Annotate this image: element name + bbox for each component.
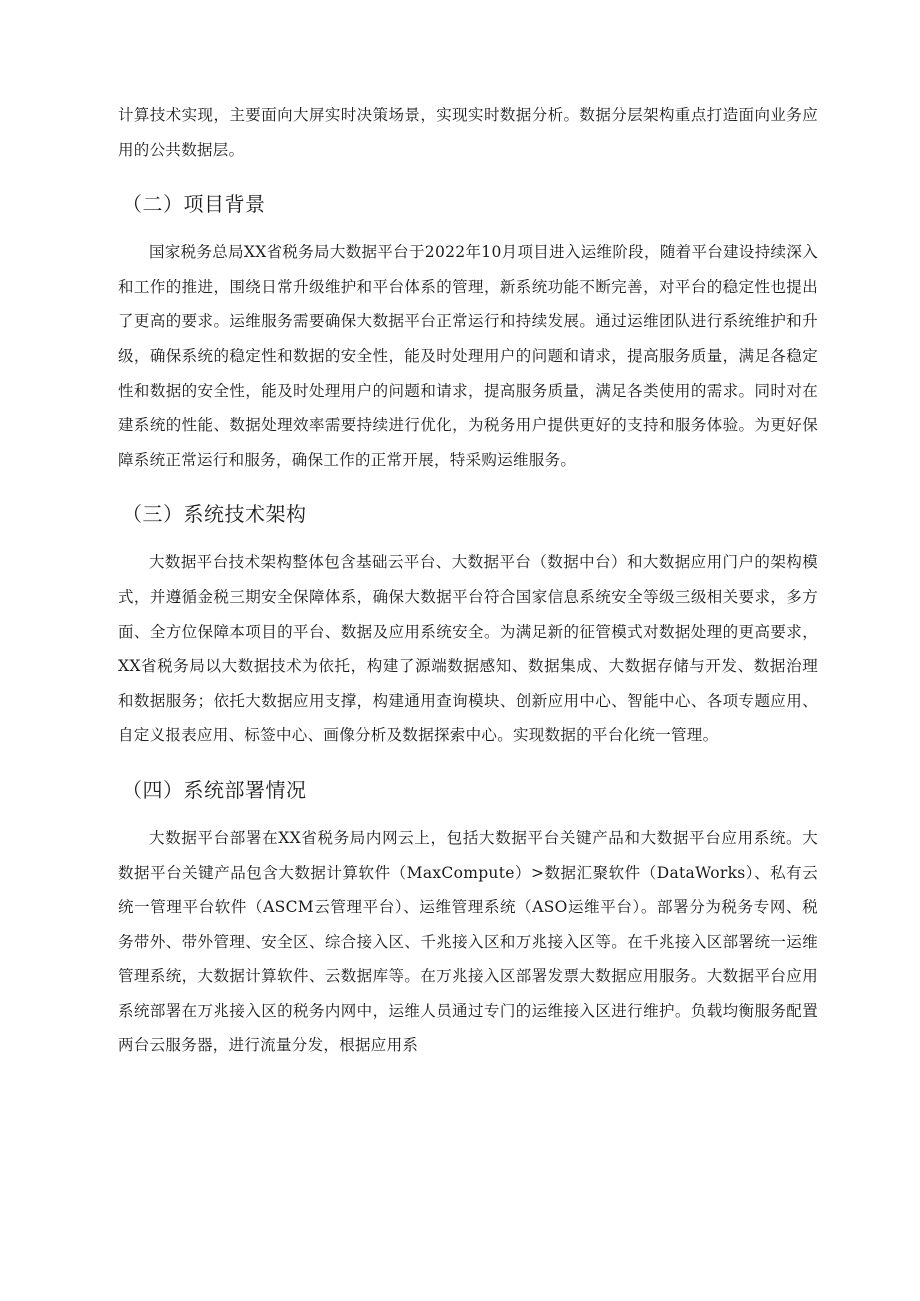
section-heading-background: （二）项目背景 [122,192,266,217]
section-heading-deployment: （四）系统部署情况 [122,777,307,802]
section-heading-architecture: （三）系统技术架构 [122,502,307,527]
intro-paragraph: 计算技术实现，主要面向大屏实时决策场景，实现实时数据分析。数据分层架构重点打造面向业务应用的公共数据层。 [118,106,818,159]
document-page [118,98,818,1063]
section-paragraph-deployment: 大数据平台部署在XX省税务局内网云上，包括大数据平台关键产品和大数据平台应用系统。大数据平台关键产品包含大数据计算软件（MaxCompute）>数据汇聚软件（DataWorks）、私有云统一管理平台软件（ASCM云管理平台）、运维管理系统（ASO运维平台）。部署分为税务专网、税务带外、带外管理、安全区、综合接入区、千兆接入区和万兆接入区等。在千兆接入区部署统一运维管理系统，大数据计算软件、云数据库等。在万兆接入区部署发票大数据应用服务。大数据平台应用系统部署在万兆接入区的税务内网中，运维人员通过专门的运维接入区进行维护。负载均衡服务配置两台云服务器，进行流量分发，根据应用系 [118,828,818,1055]
section-paragraph-architecture: 大数据平台技术架构整体包含基础云平台、大数据平台（数据中台）和大数据应用门户的架构模式，并遵循金税三期安全保障体系，确保大数据平台符合国家信息系统安全等级三级相关要求，多方面、全方位保障本项目的平台、数据及应用系统安全。为满足新的征管模式对数据处理的更高要求，XX省税务局以大数据技术为依托，构建了源端数据感知、数据集成、大数据存储与开发、数据治理和数据服务；依托大数据应用支撑，构建通用查询模块、创新应用中心、智能中心、各项专题应用、自定义报表应用、标签中心、画像分析及数据探索中心。实现数据的平台化统一管理。 [118,553,818,745]
section-paragraph-background: 国家税务总局XX省税务局大数据平台于2022年10月项目进入运维阶段，随着平台建设持续深入和工作的推进，围绕日常升级维护和平台体系的管理，新系统功能不断完善，对平台的稳定性也提出了更高的要求。运维服务需要确保大数据平台正常运行和持续发展。通过运维团队进行系统维护和升级，确保系统的稳定性和数据的安全性，能及时处理用户的问题和请求，提高服务质量，满足各稳定性和数据的安全性，能及时处理用户的问题和请求，提高服务质量，满足各类使用的需求。同时对在建系统的性能、数据处理效率需要持续进行优化，为税务用户提供更好的支持和服务体验。为更好保障系统正常运行和服务，确保工作的正常开展，特采购运维服务。 [118,243,818,469]
